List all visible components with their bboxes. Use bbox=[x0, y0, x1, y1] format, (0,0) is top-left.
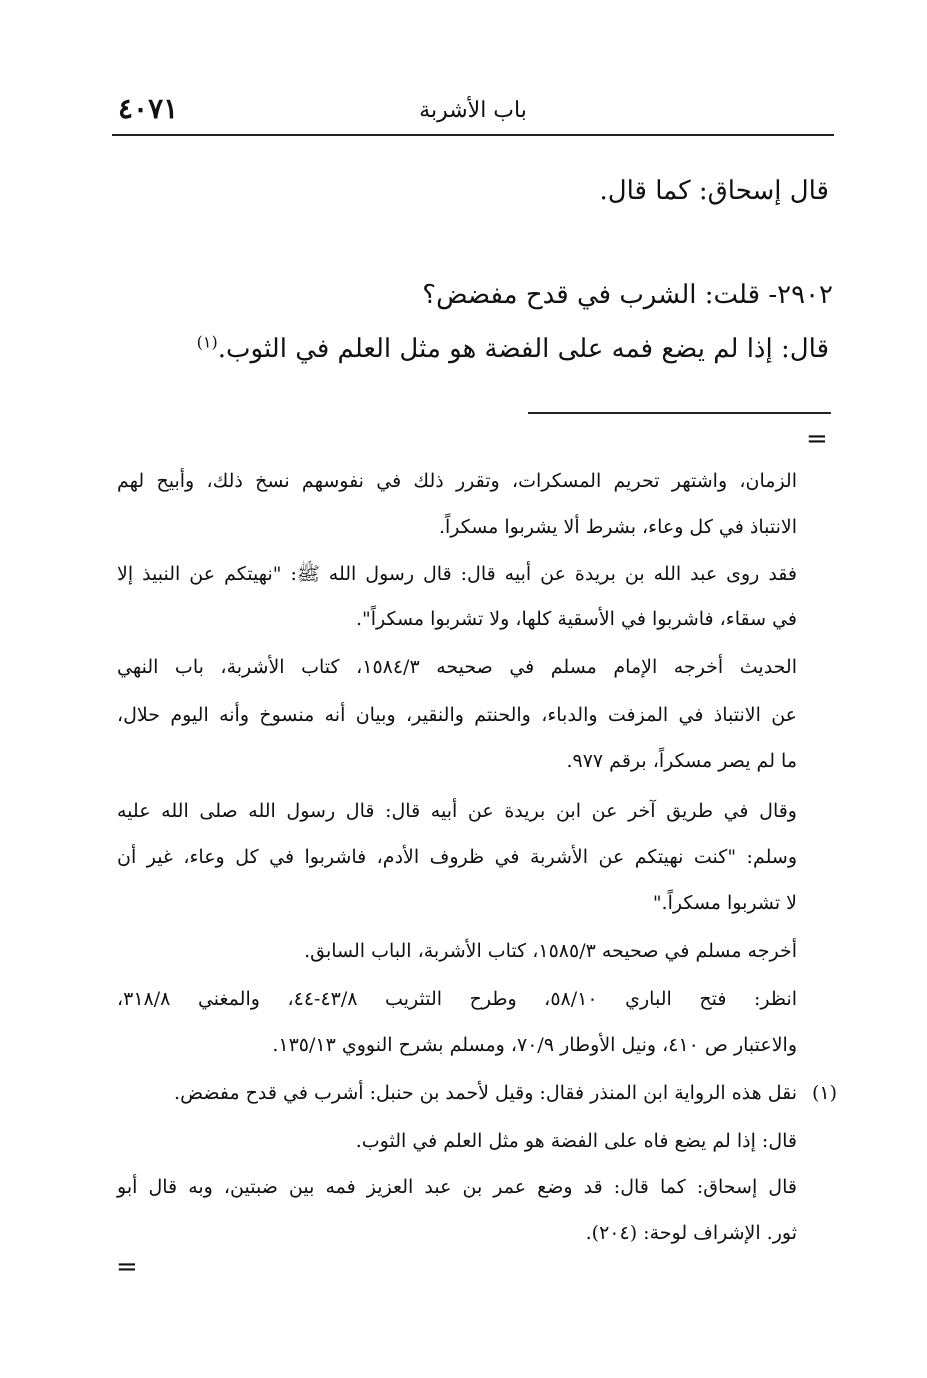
continuation-mark-bottom: = bbox=[116, 1252, 138, 1282]
footnote-line: وقال في طريق آخر عن ابن بريدة عن أبيه قال: قال رسول الله صلى الله عليه bbox=[117, 800, 797, 822]
footnote-line: الزمان، واشتهر تحريم المسكرات، وتقرر ذلك في نفوسهم نسخ ذلك، وأبيح لهم bbox=[117, 470, 797, 492]
footnote-line: أخرجه مسلم في صحيحه ١٥٨٥/٣، كتاب الأشربة، الباب السابق. bbox=[304, 940, 797, 962]
footnote-line: لا تشربوا مسكراً." bbox=[652, 892, 797, 914]
footnote-marker: (١) bbox=[811, 1082, 837, 1104]
footnote-line: والاعتبار ص ٤١٠، ونيل الأوطار ٧٠/٩، ومسلم بشرح النووي ١٣٥/١٣. bbox=[272, 1034, 797, 1056]
chapter-title: باب الأشربة bbox=[419, 98, 527, 123]
footnote-line: فقد روى عبد الله بن بريدة عن أبيه قال: قال رسول الله ﷺ: "نهيتكم عن النبيذ إلا bbox=[117, 563, 797, 585]
question-text: قلت: الشرب في قدح مفضض؟ bbox=[422, 280, 761, 310]
footnote-line: الانتباذ في كل وعاء، بشرط ألا يشربوا مسكراً. bbox=[438, 516, 797, 538]
continuation-mark-top: = bbox=[806, 424, 828, 454]
footnote-text: نقل هذه الرواية ابن المنذر فقال: وقيل لأحمد بن حنبل: أشرب في قدح مفضض. bbox=[174, 1082, 797, 1104]
footnote-line: ثور. الإشراف لوحة: (٢٠٤). bbox=[585, 1222, 797, 1244]
answer-text: قال: إذا لم يضع فمه على الفضة هو مثل العلم في الثوب. bbox=[217, 334, 829, 364]
footnote-line: الحديث أخرجه الإمام مسلم في صحيحه ١٥٨٤/٣، كتاب الأشربة، باب النهي bbox=[117, 656, 797, 678]
footnote-line: قال: إذا لم يضع فاه على الفضة هو مثل العلم في الثوب. bbox=[355, 1130, 797, 1152]
footnote-line: في سقاء، فاشربوا في الأسقية كلها، ولا تشربوا مسكراً". bbox=[355, 608, 797, 630]
footnote-line: وسلم: "كنت نهيتكم عن الأشربة في ظروف الأدم، فاشربوا في كل وعاء، غير أن bbox=[117, 846, 797, 868]
footnote-line: قال إسحاق: كما قال: قد وضع عمر بن عبد العزيز فمه بين ضبتين، وبه قال أبو bbox=[117, 1176, 797, 1198]
question-number: ٢٩٠٢- bbox=[768, 280, 833, 310]
main-text-line-1: قال إسحاق: كما قال. bbox=[599, 176, 829, 206]
footnote-line: عن الانتباذ في المزفت والدباء، والحنتم والنقير، وبيان أنه منسوخ وأنه اليوم حلال، bbox=[117, 704, 797, 726]
footnote-reference: (١) bbox=[196, 332, 218, 352]
footnote-line: انظر: فتح الباري ٥٨/١٠، وطرح التثريب ٤٣/٨-٤٤، والمغني ٣١٨/٨، bbox=[117, 988, 798, 1010]
footnote-line: ما لم يصر مسكراً، برقم ٩٧٧. bbox=[566, 750, 797, 772]
footnote-line bbox=[137, 1082, 837, 1104]
page-number: ٤٠٧١ bbox=[118, 92, 179, 125]
